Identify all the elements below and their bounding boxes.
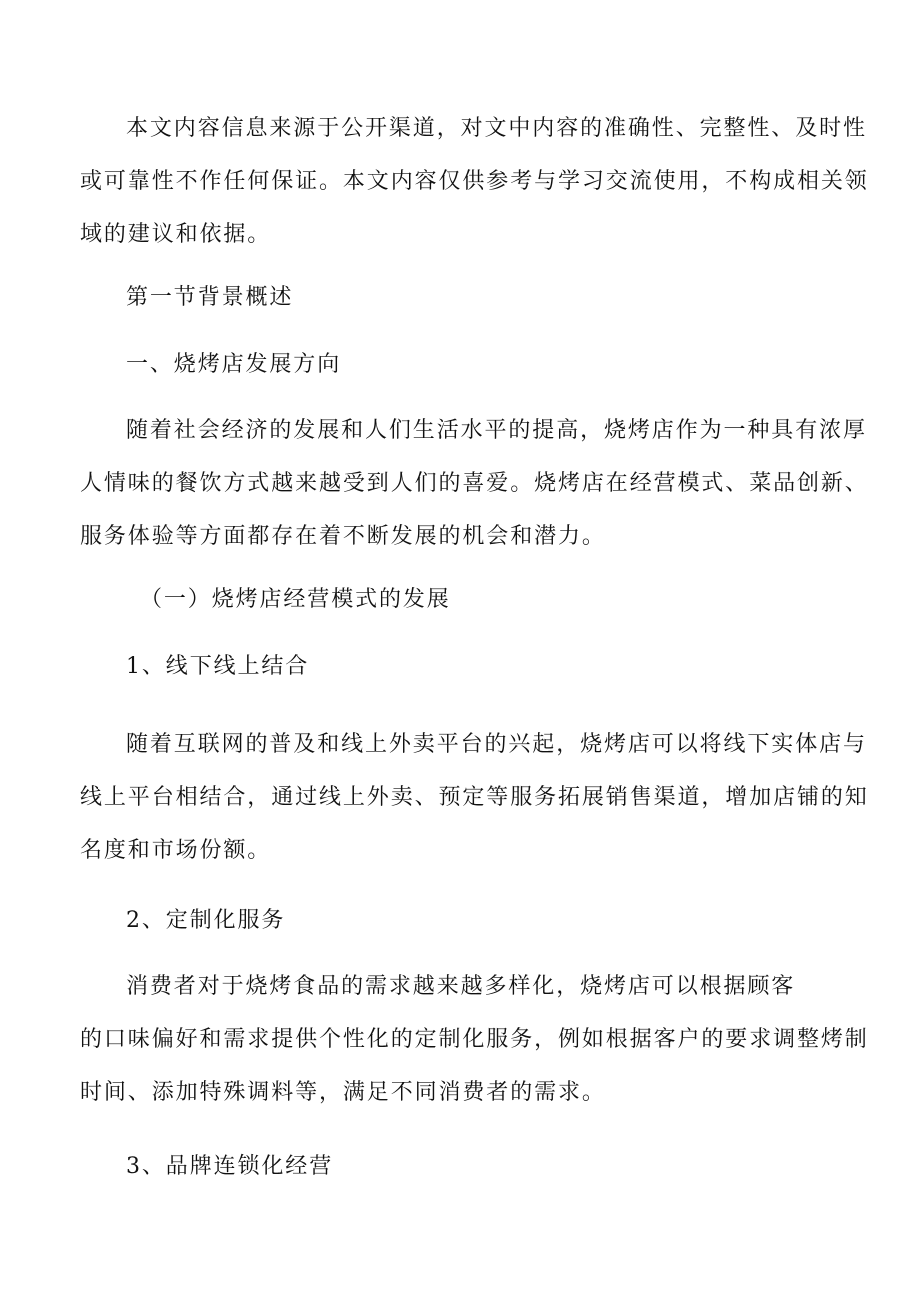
section-title: 第一节背景概述 bbox=[126, 285, 294, 310]
item-2-line-1: 消费者对于烧烤食品的需求越来越多样化，烧烤店可以根据顾客 bbox=[126, 974, 796, 999]
item-1-title: 1、线下线上结合 bbox=[126, 654, 310, 679]
disclaimer-line-2: 或可靠性不作任何保证。本文内容仅供参考与学习交流使用，不构成相关领 bbox=[80, 169, 869, 194]
intro-line-1: 随着社会经济的发展和人们生活水平的提高，烧烤店作为一种具有浓厚 bbox=[126, 418, 867, 443]
item-1-line-3: 名度和市场份额。 bbox=[80, 838, 272, 863]
disclaimer-line-1: 本文内容信息来源于公开渠道，对文中内容的准确性、完整性、及时性 bbox=[126, 116, 867, 141]
item-2-line-2: 的口味偏好和需求提供个性化的定制化服务，例如根据客户的要求调整烤制 bbox=[80, 1027, 869, 1052]
item-1-line-1: 随着互联网的普及和线上外卖平台的兴起，烧烤店可以将线下实体店与 bbox=[126, 732, 867, 757]
subheading-business-model: （一）烧烤店经营模式的发展 bbox=[140, 587, 451, 612]
item-2-title: 2、定制化服务 bbox=[126, 908, 286, 933]
disclaimer-line-3: 域的建议和依据。 bbox=[80, 222, 272, 247]
item-3-title: 3、品牌连锁化经营 bbox=[126, 1154, 334, 1179]
heading-development-direction: 一、烧烤店发展方向 bbox=[126, 352, 342, 377]
intro-line-3: 服务体验等方面都存在着不断发展的机会和潜力。 bbox=[80, 524, 606, 549]
intro-line-2: 人情味的餐饮方式越来越受到人们的喜爱。烧烤店在经营模式、菜品创新、 bbox=[80, 471, 869, 496]
item-2-line-3: 时间、添加特殊调料等，满足不同消费者的需求。 bbox=[80, 1080, 606, 1105]
item-1-line-2: 线上平台相结合，通过线上外卖、预定等服务拓展销售渠道，增加店铺的知 bbox=[80, 785, 869, 810]
